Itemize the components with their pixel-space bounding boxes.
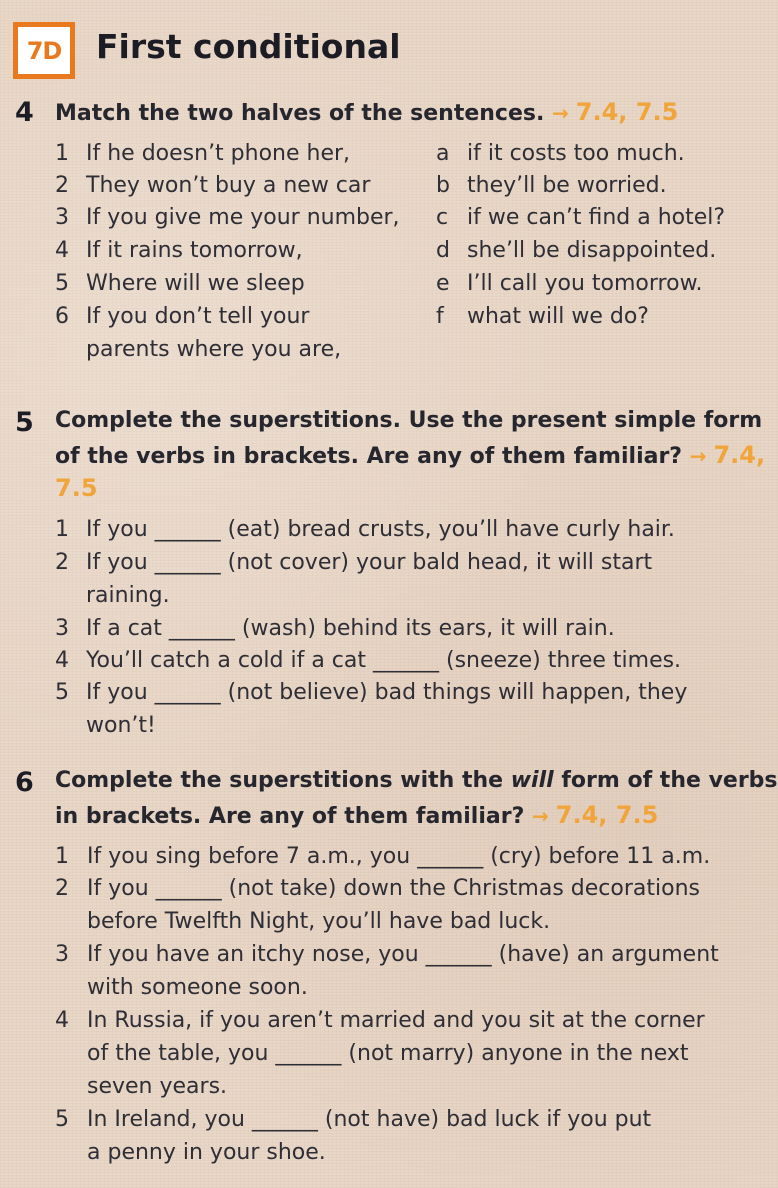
- list-item: won’t!: [86, 713, 156, 738]
- list-item: If a cat ______ (wash) behind its ears, it will rain.: [86, 616, 615, 641]
- list-item-continuation: parents where you are,: [86, 337, 342, 362]
- answer-letter: a: [436, 141, 450, 166]
- list-item: raining.: [86, 583, 170, 608]
- list-item: of the table, you ______ (not marry) anyone in the next: [87, 1041, 689, 1066]
- list-item-number: 1: [55, 141, 69, 166]
- reference-arrow-icon: →: [532, 804, 556, 828]
- list-item-number: 2: [55, 173, 69, 198]
- exercise-5-instruction-line: Complete the superstitions. Use the present simple form: [55, 408, 763, 433]
- exercise-6-instruction-line: in brackets. Are any of them familiar? → 7.4, 7.5: [55, 801, 659, 829]
- list-item-number: 5: [55, 1107, 69, 1132]
- list-item-number: 1: [55, 517, 69, 542]
- list-item: with someone soon.: [87, 975, 308, 1000]
- list-item: If you ______ (not believe) bad things will happen, they: [86, 680, 688, 705]
- list-item: If you give me your number,: [86, 205, 400, 230]
- exercise-6-reference: 7.4, 7.5: [555, 801, 659, 829]
- answer-item: what will we do?: [467, 304, 649, 329]
- exercise-5-number: 5: [15, 407, 34, 438]
- reference-arrow-icon: →: [689, 444, 714, 468]
- exercise-6-instruction-line: Complete the superstitions with the will form of the verbs: [55, 768, 778, 793]
- list-item-number: 6: [55, 304, 69, 329]
- answer-item: they’ll be worried.: [467, 173, 667, 198]
- list-item: If you have an itchy nose, you ______ (have) an argument: [87, 942, 719, 967]
- page-title: First conditional: [96, 27, 401, 66]
- list-item-number: 3: [55, 616, 69, 641]
- list-item-number: 4: [55, 648, 69, 673]
- list-item: If you ______ (not cover) your bald head, it will start: [86, 550, 653, 575]
- section-badge-label: 7D: [18, 27, 70, 74]
- exercise-4-reference: 7.4, 7.5: [575, 98, 679, 126]
- list-item: They won’t buy a new car: [86, 173, 371, 198]
- list-item: If you ______ (eat) bread crusts, you’ll have curly hair.: [86, 517, 675, 542]
- list-item-number: 2: [55, 876, 69, 901]
- section-badge: [13, 22, 75, 79]
- list-item: You’ll catch a cold if a cat ______ (sneeze) three times.: [86, 648, 682, 673]
- list-item: Where will we sleep: [86, 271, 305, 296]
- list-item: a penny in your shoe.: [87, 1140, 326, 1165]
- answer-item: she’ll be disappointed.: [467, 238, 717, 263]
- list-item-number: 1: [55, 844, 69, 869]
- list-item-number: 3: [55, 205, 69, 230]
- list-item: If he doesn’t phone her,: [86, 141, 351, 166]
- exercise-5-reference-cont: 7.5: [55, 474, 98, 502]
- answer-item: if we can’t find a hotel?: [467, 205, 726, 230]
- list-item-number: 2: [55, 550, 69, 575]
- list-item-number: 5: [55, 680, 69, 705]
- list-item: before Twelfth Night, you’ll have bad luck.: [87, 909, 551, 934]
- list-item-number: 3: [55, 942, 69, 967]
- list-item-number: 4: [55, 238, 69, 263]
- answer-letter: f: [436, 304, 444, 329]
- exercise-5-instruction-line: of the verbs in brackets. Are any of them familiar? → 7.4,: [55, 441, 766, 469]
- list-item: If you ______ (not take) down the Christmas decorations: [87, 876, 700, 901]
- exercise-4-instruction: Match the two halves of the sentences. → 7.4, 7.5: [55, 98, 679, 126]
- exercise-4-number: 4: [15, 97, 34, 128]
- list-item: If it rains tomorrow,: [86, 238, 303, 263]
- reference-arrow-icon: →: [552, 101, 576, 125]
- answer-item: I’ll call you tomorrow.: [467, 271, 703, 296]
- answer-letter: e: [436, 271, 450, 296]
- exercise-6-number: 6: [15, 767, 34, 798]
- exercise-5-reference: 7.4,: [713, 441, 766, 469]
- answer-item: if it costs too much.: [467, 141, 685, 166]
- list-item-number: 4: [55, 1008, 69, 1033]
- list-item: If you don’t tell your: [86, 304, 310, 329]
- list-item-number: 5: [55, 271, 69, 296]
- list-item: In Russia, if you aren’t married and you sit at the corner: [87, 1008, 705, 1033]
- answer-letter: d: [436, 238, 450, 263]
- list-item: If you sing before 7 a.m., you ______ (cry) before 11 a.m.: [87, 844, 711, 869]
- list-item: seven years.: [87, 1074, 228, 1099]
- answer-letter: b: [436, 173, 450, 198]
- answer-letter: c: [436, 205, 449, 230]
- list-item: In Ireland, you ______ (not have) bad luck if you put: [87, 1107, 652, 1132]
